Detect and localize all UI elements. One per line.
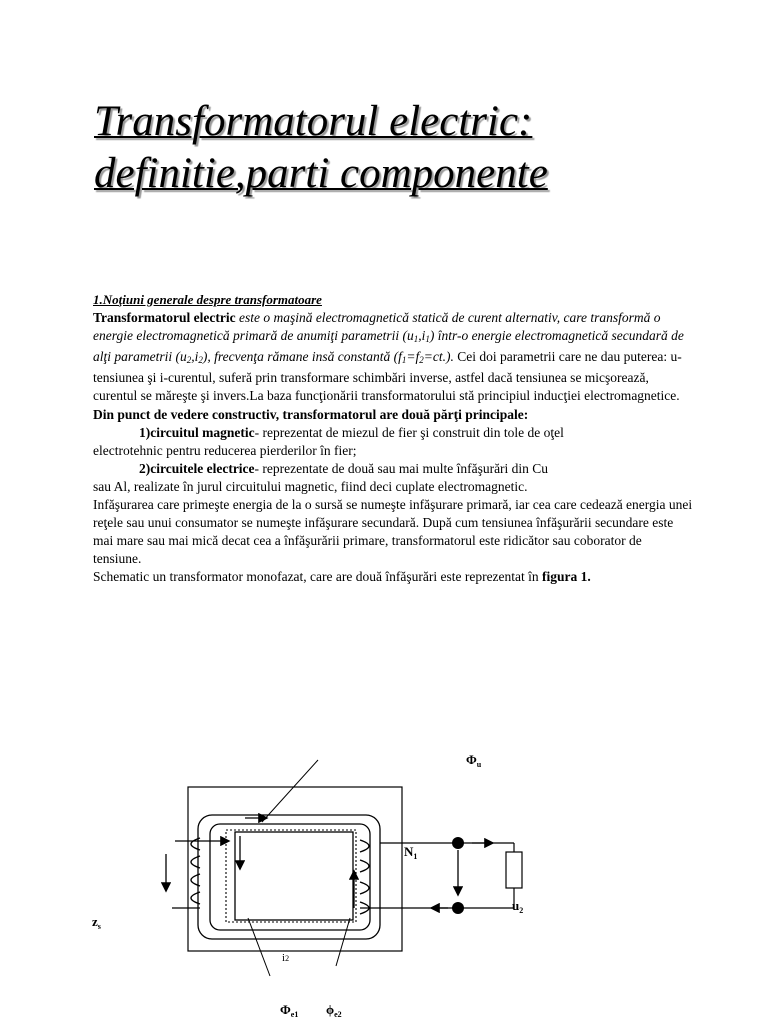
core-window xyxy=(235,832,353,920)
secondary-terminal-top xyxy=(452,837,464,849)
list-item-magnetic-cont: electrotehnic pentru reducerea pierderilor în fier; xyxy=(93,442,357,458)
paragraph-definition: Transformatorul electric este o maşină electromagnetică statică de curent alternativ, care transformă o energie electromagnetică primară de anumiţi parametrii $(u_1,i_1)$ într-o energie electromagnetică secundară de alţi parametrii $(u_2,i_2)$, frecvenţa rămane insă constantă $(f_1=f_2=ct.)$. Cei doi parametrii care ne dau puterea: u-tensiunea şi i-curentul, suferă prin transformare schimbări inverse, astfel dacă tensiunea se micşorează, curentul se măreşte şi invers.La baza funcţionării transformatorului stă principiul inducţiei electromagnetice. xyxy=(93,310,684,404)
title-line-2: definitie,parti componente xyxy=(94,150,548,197)
label-zs: $z_s$ xyxy=(92,914,101,931)
label-u2: $u_2$ xyxy=(512,898,524,915)
body-text xyxy=(93,291,693,587)
paragraph-figure-ref: Schematic un transformator monofazat, care are două înfăşurări este reprezentat în figura 1. xyxy=(93,569,591,585)
list-item-magnetic: 1)circuitul magnetic- reprezentat de miezul de fier şi construit din tole de oţel xyxy=(139,424,564,440)
list-item-electric: 2)circuitele electrice- reprezentate de două sau mai multe înfăşurări din Cu xyxy=(139,460,549,476)
leakage-flux-path xyxy=(226,830,356,922)
title-line-1: Transformatorul electric: xyxy=(94,98,533,145)
secondary-terminal-bottom xyxy=(452,902,464,914)
label-phi-e1: $\Phi_{e1}$ xyxy=(280,1002,299,1019)
label-i2: i2 xyxy=(282,952,290,964)
page-title xyxy=(94,96,714,200)
core-middle xyxy=(210,824,370,930)
figure-1-transformer-diagram xyxy=(0,740,768,1024)
list-item-electric-cont: sau Al, realizate în jurul circuitului magnetic, fiind deci cuplate electromagnetic. xyxy=(93,478,528,494)
label-phi-e2: $\phi_{e2}$ xyxy=(326,1002,342,1019)
secondary-winding xyxy=(360,840,369,914)
paragraph-parts-heading: Din punct de vedere constructiv, transformatorul are două părţi principale: xyxy=(93,406,529,422)
section-heading: 1.Noţiuni generale despre transformatoare xyxy=(93,292,322,307)
transformer-schematic xyxy=(0,740,768,1024)
paragraph-windings: Infăşurarea care primeşte energia de la o sursă se numeşte infăşurare primară, iar cea care cedează energia unei reţele sau unui consumator se numeşte infăşurare secundară. După cum tensiunea înfăşurării secundare este mai mare sau mai mică decat cea a înfăşurării primare, transformatorul este ridicător sau coborator de tensiune. xyxy=(93,497,693,567)
load-resistor xyxy=(506,852,522,888)
label-phi-u: $\Phi_u$ xyxy=(466,752,482,769)
label-n1: $N_1$ xyxy=(404,844,418,861)
